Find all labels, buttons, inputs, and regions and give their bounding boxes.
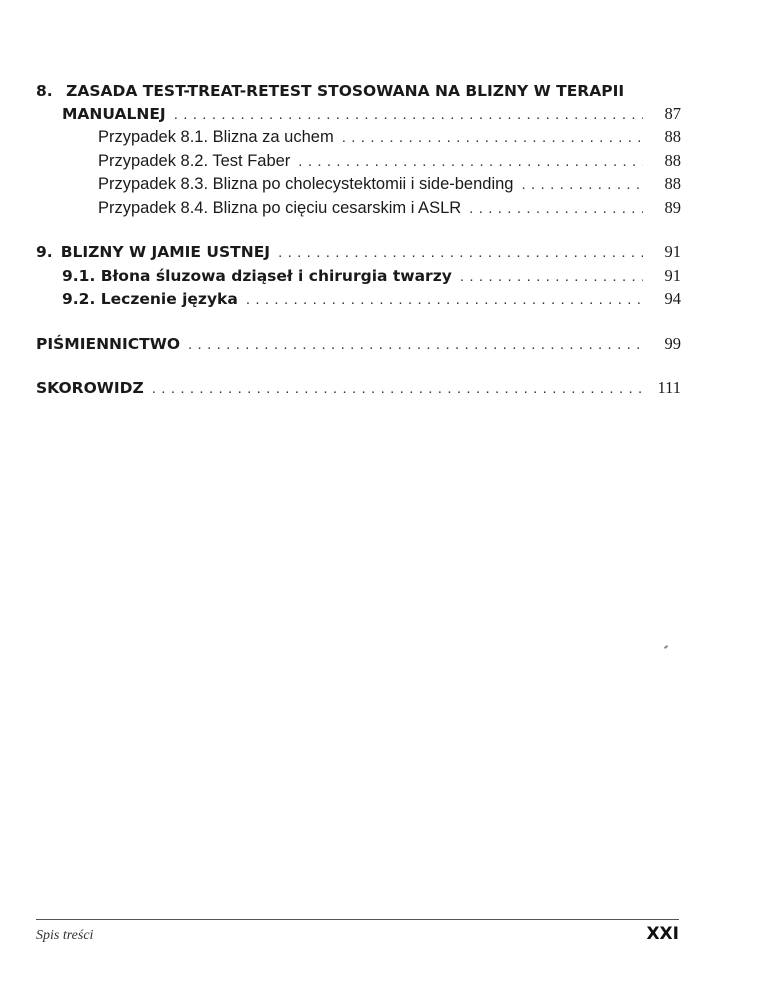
dot-leader (278, 242, 643, 265)
chapter-title: ZASADA TEST-TREAT-RETEST STOSOWANA NA BLIZNY W TERAPII (66, 82, 625, 100)
page-number: 89 (664, 197, 681, 217)
page-number: 94 (664, 289, 681, 308)
spacer (36, 356, 681, 377)
dot-leader (469, 198, 643, 221)
dot-leader (521, 174, 643, 197)
toc-entry[interactable] (36, 333, 681, 357)
dot-leader (460, 266, 643, 289)
entry-label: 9.1. Błona śluzowa dziąseł i chirurgia twarzy (62, 266, 452, 285)
toc-entry[interactable] (36, 241, 681, 265)
dot-leader (298, 151, 643, 174)
entry-label: SKOROWIDZ (36, 379, 144, 397)
entry-label: Przypadek 8.4. Blizna po cięciu cesarskim i ASLR (98, 198, 462, 217)
toc-entry[interactable] (36, 103, 681, 127)
footer-section-title: Spis treści (36, 928, 94, 943)
page-number: 88 (664, 127, 681, 146)
page-number: 87 (664, 103, 681, 123)
entry-label: PIŚMIENNICTWO (36, 334, 181, 353)
chapter-title: BLIZNY W JAMIE USTNEJ (60, 243, 271, 261)
footer-page-number: XXI (646, 924, 679, 944)
dot-leader (174, 104, 643, 127)
dot-leader (342, 127, 643, 150)
chapter-number: 9. (36, 243, 53, 261)
toc-entry[interactable] (36, 288, 681, 312)
dot-leader (152, 378, 643, 401)
entry-label: Przypadek 8.2. Test Faber (98, 151, 291, 170)
page-number: 111 (657, 378, 681, 397)
chapter-number: 8. (36, 82, 53, 100)
entry-label: Przypadek 8.1. Blizna za uchem (98, 128, 334, 146)
footer-rule (36, 919, 679, 920)
page-number: 91 (664, 242, 681, 261)
page-number: 91 (664, 265, 681, 285)
toc-entry[interactable] (36, 377, 681, 401)
dot-leader (188, 334, 643, 357)
page-number: 88 (664, 174, 681, 193)
chapter-title-continued: MANUALNEJ (62, 104, 166, 123)
chapter-8-heading (36, 80, 681, 103)
spacer (36, 220, 681, 241)
table-of-contents (36, 80, 681, 401)
entry-label: Przypadek 8.3. Blizna po cholecystektomii i side-bending (98, 175, 514, 193)
toc-entry[interactable] (36, 126, 681, 150)
toc-entry[interactable] (36, 197, 681, 221)
entry-label: 9.2. Leczenie języka (62, 290, 238, 308)
page-number: 99 (664, 333, 681, 353)
dot-leader (246, 289, 643, 312)
toc-entry[interactable] (36, 173, 681, 197)
page-number: 88 (664, 150, 681, 170)
scan-speck (664, 645, 668, 649)
toc-entry[interactable] (36, 265, 681, 289)
spacer (36, 312, 681, 333)
toc-entry[interactable] (36, 150, 681, 174)
